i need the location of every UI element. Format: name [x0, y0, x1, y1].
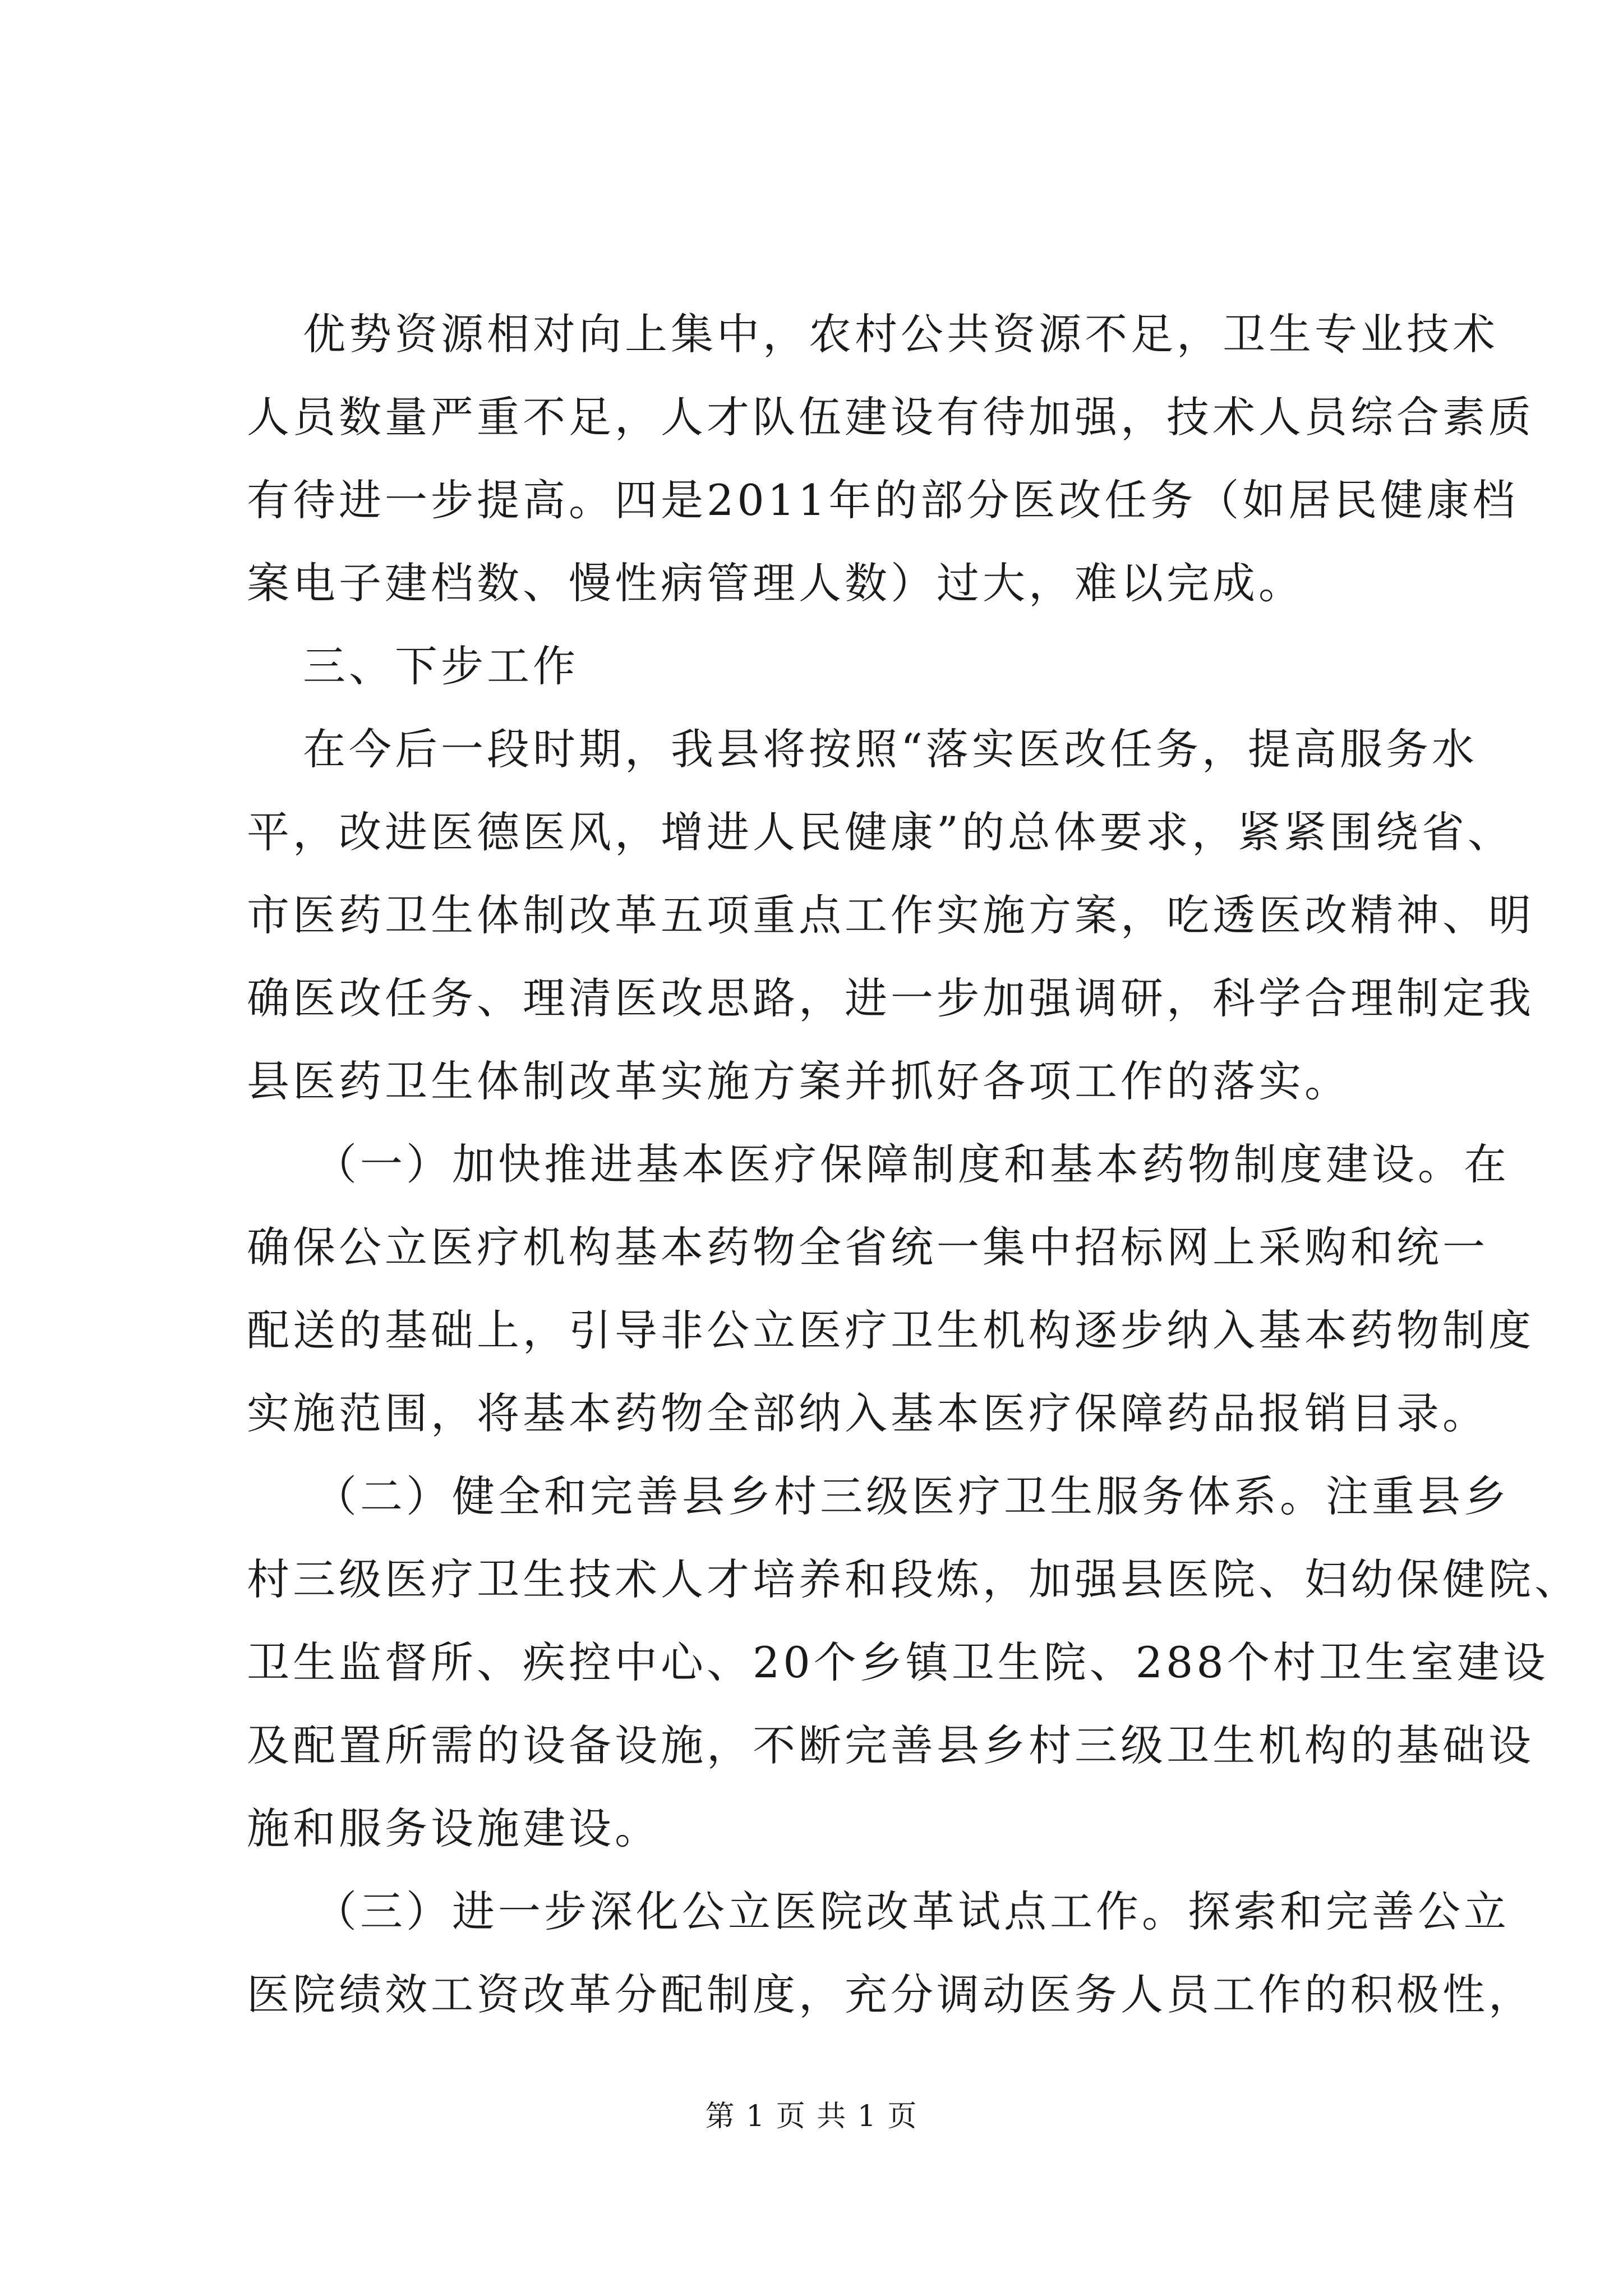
- text-line: 施和服务设施建设。: [247, 1803, 661, 1853]
- text-line: 在今后一段时期，我县将按照“落实医改任务，提高服务水: [303, 724, 1478, 774]
- text-line: 案电子建档数、慢性病管理人数）过大，难以完成。: [247, 558, 1304, 608]
- text-line: 有待进一步提高。四是2011年的部分医改任务（如居民健康档: [247, 475, 1519, 525]
- text-line: 医院绩效工资改革分配制度，充分调动医务人员工作的积极性，: [247, 1970, 1534, 2019]
- text-line: 优势资源相对向上集中，农村公共资源不足，卫生专业技术: [303, 309, 1498, 359]
- text-line: 确保公立医疗机构基本药物全省统一集中招标网上采购和统一: [247, 1222, 1488, 1272]
- text-line: 卫生监督所、疾控中心、20个乡镇卫生院、288个村卫生室建设: [247, 1637, 1549, 1687]
- text-line: 县医药卫生体制改革实施方案并抓好各项工作的落实。: [247, 1056, 1350, 1106]
- text-line: 确医改任务、理清医改思路，进一步加强调研，科学合理制定我: [247, 973, 1534, 1023]
- subsection-line: （一）加快推进基本医疗保障制度和基本药物制度建设。在: [314, 1139, 1510, 1189]
- page-number-footer: 第 1 页 共 1 页: [705, 2100, 918, 2133]
- text-line: 平，改进医德医风，增进人民健康”的总体要求，紧紧围绕省、: [247, 807, 1514, 857]
- subsection-line: （三）进一步深化公立医院改革试点工作。探索和完善公立: [314, 1887, 1510, 1936]
- text-line: 及配置所需的设备设施，不断完善县乡村三级卫生机构的基础设: [247, 1720, 1534, 1770]
- text-line: 市医药卫生体制改革五项重点工作实施方案，吃透医改精神、明: [247, 890, 1534, 940]
- subsection-line: （二）健全和完善县乡村三级医疗卫生服务体系。注重县乡: [314, 1471, 1510, 1521]
- text-line: 村三级医疗卫生技术人才培养和段炼，加强县医院、妇幼保健院、: [247, 1554, 1580, 1604]
- section-heading: 三、下步工作: [303, 641, 579, 691]
- text-line: 实施范围，将基本药物全部纳入基本医疗保障药品报销目录。: [247, 1388, 1488, 1438]
- text-line: 配送的基础上，引导非公立医疗卫生机构逐步纳入基本药物制度: [247, 1305, 1534, 1355]
- text-line: 人员数量严重不足，人才队伍建设有待加强，技术人员综合素质: [247, 392, 1534, 442]
